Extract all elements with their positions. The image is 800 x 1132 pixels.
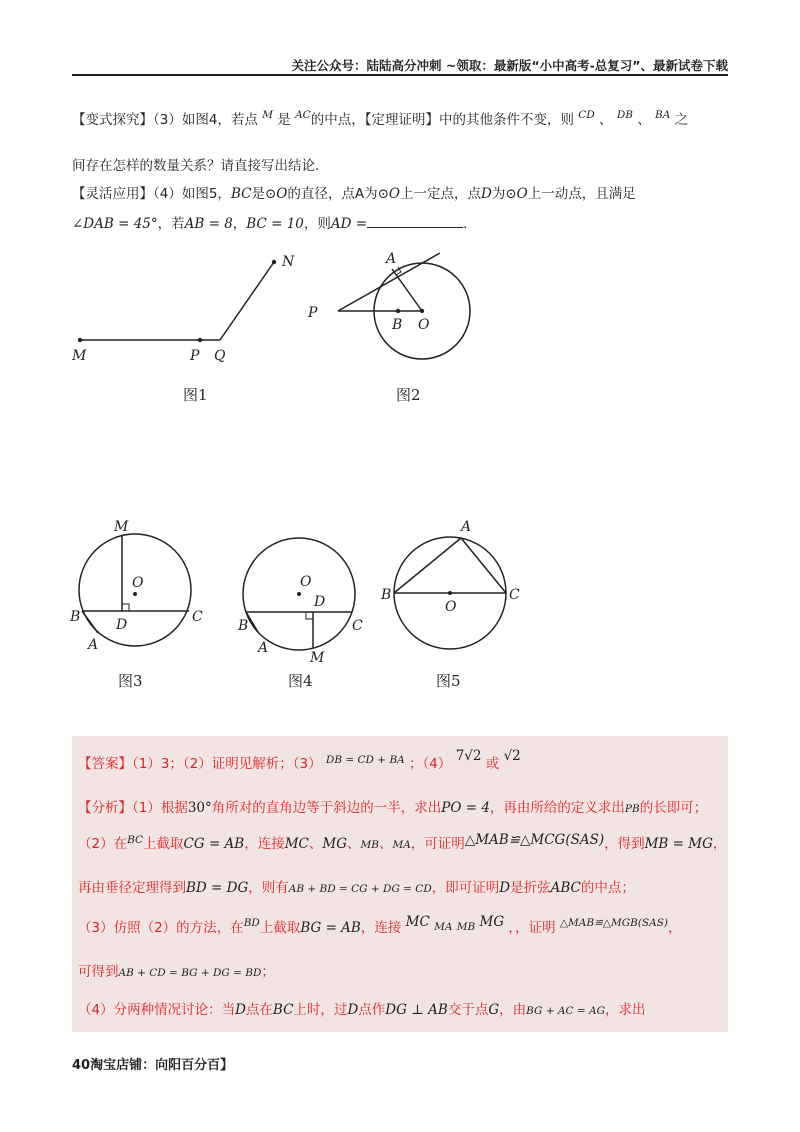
point-o (420, 309, 424, 313)
label-a: A (461, 519, 472, 535)
label-b: B (238, 618, 249, 634)
answer-blank (367, 215, 463, 228)
figure-3-caption: 图3 (118, 672, 143, 690)
answer-line: 【答案】（1）3；（2）证明见解析；（3） $^{DB = CD + BA}$ ；（4） 7√2 或 √2 (78, 748, 521, 772)
figure-5 (375, 515, 525, 655)
label-a: A (88, 637, 99, 653)
chord-ab (82, 611, 98, 633)
point-m (78, 338, 82, 342)
label-c: C (352, 618, 363, 634)
right-angle-mark (122, 604, 129, 611)
analysis-line-6: （4）分两种情况讨论：当D点在BC上时，过D点作DG ⊥ AB交于点G，由BG + AC = AG，求出 (78, 1002, 646, 1018)
point-o (133, 592, 137, 596)
label-o: O (445, 599, 457, 615)
point-b (396, 309, 400, 313)
figure-2-caption: 图2 (396, 386, 421, 404)
label-b: B (392, 317, 403, 333)
point-o (297, 592, 301, 596)
question-3-line-1: 【变式探究】（3）如图4，若点 $^M$ 是 $^{AC}$的中点，【定理证明】中的其他条件不变，则 $^{CD}$ 、 $^{DB}$ 、 $^{BA}$ 之 (72, 109, 689, 128)
label-c: C (509, 587, 520, 603)
analysis-line-4: （3）仿照（2）的方法，在$^{BD}$上截取BG = AB，连接 MC MA MB MG ，，证明 $^{\triangle MAB≌\triangle MGB(SAS)}$， (78, 914, 682, 936)
figure-3 (62, 515, 212, 655)
label-b: B (70, 609, 81, 625)
figure-5-caption: 图5 (436, 672, 461, 690)
label-a: A (386, 251, 397, 267)
figure-1 (60, 250, 310, 370)
radius-ao (392, 269, 422, 311)
figure-4 (228, 520, 378, 665)
label-m: M (114, 519, 129, 535)
label-o: O (300, 574, 312, 590)
label-p: P (308, 305, 318, 321)
label-a: A (258, 640, 269, 656)
analysis-line-2: （2）在$^{BC}$上截取CG = AB，连接MC、MG、MB、MA，可证明△MAB≌△MCG(SAS)，得到MB = MG， (78, 832, 727, 852)
label-m: M (310, 650, 325, 665)
figure-2 (300, 245, 500, 375)
label-o: O (132, 575, 144, 591)
label-o: O (418, 317, 430, 333)
label-c: C (192, 609, 203, 625)
point-p (198, 338, 202, 342)
figure-4-caption: 图4 (288, 672, 313, 690)
page-header (72, 54, 728, 76)
point-o (448, 591, 452, 595)
label-d: D (116, 617, 128, 633)
analysis-line-3: 再由垂径定理得到BD = DG，则有AB + BD = CG + DG = CD，即可证明D是折弦ABC的中点； (78, 880, 635, 896)
figure-1-caption: 图1 (183, 386, 208, 404)
analysis-line-1: 【分析】（1）根据30°角所对的直角边等于斜边的一半，求出PO = 4，再由所给的定义求出PB的长即可； (78, 800, 708, 816)
page-footer: 40淘宝店铺：向阳百分百】 (72, 1058, 234, 1073)
question-3-line-2: 间存在怎样的数量关系？请直接写出结论． (72, 158, 329, 174)
label-q: Q (214, 348, 226, 364)
label-b: B (381, 587, 392, 603)
analysis-line-5: 可得到AB + CD = BG + DG = BD； (78, 964, 275, 980)
segment-qn (220, 262, 274, 340)
question-4-line-1: 【灵活应用】（4）如图5，BC是⊙O的直径，点A为⊙O上一定点，点D为⊙O上一动点，且满足 (72, 186, 636, 202)
chord-ab (394, 538, 461, 593)
header-text: 关注公众号：陆陆高分冲刺 ~领取：最新版“小中高考-总复习”、最新试卷下载 (291, 58, 728, 73)
label-d: D (314, 594, 326, 610)
label-n: N (282, 254, 295, 270)
right-angle-mark (306, 612, 313, 619)
question-4-line-2: ∠DAB = 45°，若AB = 8，BC = 10，则AD = . (72, 216, 468, 232)
label-m: M (72, 348, 87, 364)
label-p: P (190, 348, 200, 364)
point-n (272, 260, 276, 264)
